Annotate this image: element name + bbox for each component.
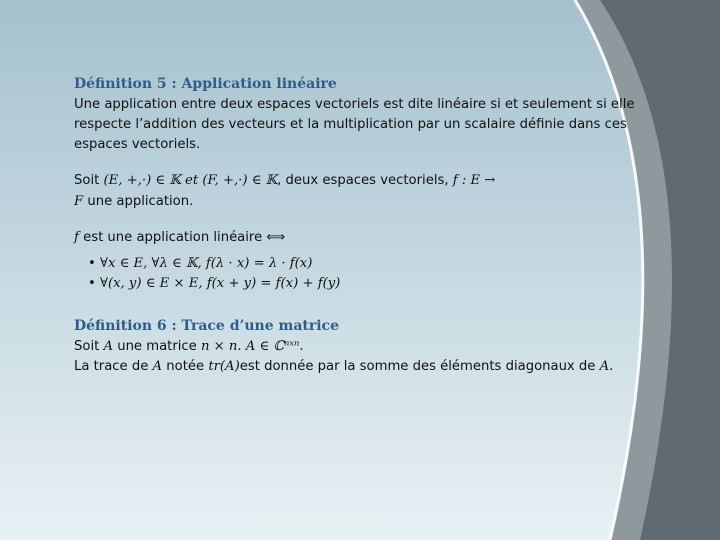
bullet: • (88, 275, 96, 291)
line2-text3: est donnée par la somme des éléments diagonaux de (239, 359, 596, 375)
conditions-list (74, 254, 684, 294)
soit-math: (E, +,·) ∈ 𝕂 et (F, +,·) ∈ 𝕂 (103, 173, 278, 189)
definition-6-line1 (74, 337, 684, 357)
line2-text2: notée (166, 359, 205, 375)
line1-end: . (299, 339, 304, 355)
line2-text1: La trace de (74, 359, 149, 375)
f-symbol: f (74, 229, 79, 245)
definition-5-title: Définition 5 : Application linéaire (74, 76, 337, 92)
definition-6-title: Définition 6 : Trace d’une matrice (74, 317, 339, 334)
line2-math2: tr(A) (208, 359, 240, 375)
definition-5-soit (74, 171, 684, 211)
f-map: f : E → (452, 173, 496, 189)
est-lineaire: est une application linéaire ⟺ (78, 229, 286, 245)
definition-5-text: Une application entre deux espaces vectoriels est dite linéaire si et seulement si elle respecte l’addition des vecteurs et la multiplication par un scalaire définie dans ces espaces vectoriels. (74, 97, 635, 153)
slide-body (74, 74, 684, 377)
soit-text: , deux espaces vectoriels, (277, 173, 449, 189)
line2-math1: A (152, 359, 163, 375)
bullet: • (88, 255, 96, 271)
definition-5-equivalence (74, 228, 684, 248)
definition-6-line2 (74, 357, 684, 377)
une-application: une application. (83, 193, 194, 209)
condition-additivity: ∀(x, y) ∈ E × E, f(x + y) = f(x) + f(y) (100, 275, 341, 291)
soit-word: Soit (74, 173, 100, 189)
line1-math2: n × n. A ∈ ℂⁿˣⁿ (201, 339, 300, 355)
condition-item (88, 274, 684, 294)
line1-word: Soit (74, 339, 100, 355)
line1-math: A (103, 339, 114, 355)
condition-item (88, 254, 684, 274)
line1-text: une matrice (117, 339, 197, 355)
line2-math3: A. (599, 359, 614, 375)
condition-homogeneity: ∀x ∈ E, ∀λ ∈ 𝕂, f(λ · x) = λ · f(x) (100, 255, 313, 271)
F-symbol: F (74, 193, 84, 209)
